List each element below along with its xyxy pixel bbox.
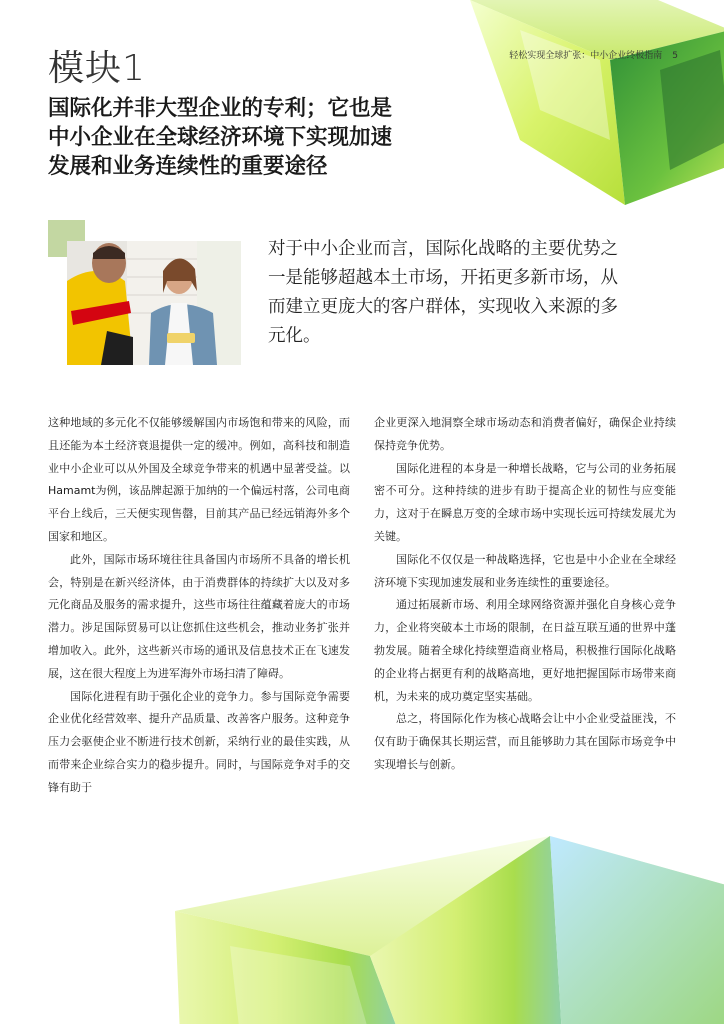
decorative-cube-bottom <box>170 826 724 1024</box>
body-paragraph: 国际化进程的本身是一种增长战略，它与公司的业务拓展密不可分。这种持续的进步有助于提高企业的韧性与应变能力，这对于在瞬息万变的全球市场中实现长远可持续发展尤为关键。 <box>374 461 676 543</box>
body-paragraph: 国际化进程有助于强化企业的竞争力。参与国际竞争需要企业优化经营效率、提升产品质量、改善客户服务。这种竞争压力会驱使企业不断进行技术创新，采纳行业的最佳实践，从而带来企业综合实力的稳步提升。同时，与国际竞争对手的交锋有助于 <box>48 689 350 794</box>
quote-line: 元化。 <box>268 326 321 346</box>
running-header <box>509 48 678 61</box>
body-paragraph: 此外，国际市场环境往往具备国内市场所不具备的增长机会，特别是在新兴经济体，由于消费群体的持续扩大以及对多元化商品及服务的需求提升，这些市场往往蕴藏着庞大的市场潜力。涉足国际贸易可以让您抓住这些机会，推动业务扩张并增加收入。此外，这些新兴市场的通讯及信息技术正在飞速发展，这在很大程度上为进军海外市场扫清了障碍。 <box>48 552 350 680</box>
quote-line: 而建立更庞大的客户群体，实现收入来源的多 <box>268 297 618 317</box>
body-paragraph: 总之，将国际化作为核心战略会让中小企业受益匪浅，不仅有助于确保其长期运营，而且能够助力其在国际市场竞争中实现增长与创新。 <box>374 712 676 771</box>
headline-line: 国际化并非大型企业的专利；它也是 <box>48 96 393 121</box>
headline-line: 发展和业务连续性的重要途径 <box>48 154 328 179</box>
quote-line: 对于中小企业而言，国际化战略的主要优势之 <box>268 239 618 259</box>
courier-customer-photo <box>67 241 241 365</box>
body-column-left <box>48 412 350 800</box>
quote-line: 一是能够超越本土市场，开拓更多新市场，从 <box>268 268 618 288</box>
body-paragraph: 企业更深入地洞察全球市场动态和消费者偏好，确保企业持续保持竞争优势。 <box>374 416 676 452</box>
headline <box>48 94 428 181</box>
headline-line: 中小企业在全球经济环境下实现加速 <box>48 125 393 150</box>
pull-quote <box>268 235 658 351</box>
body-paragraph: 国际化不仅仅是一种战略选择，它也是中小企业在全球经济环境下实现加速发展和业务连续性的重要途径。 <box>374 552 676 589</box>
body-paragraph: 通过拓展新市场、利用全球网络资源并强化自身核心竞争力，企业将突破本土市场的限制，在日益互联互通的世界中蓬勃发展。随着全球化持续塑造商业格局，积极推行国际化战略的企业将占据更有利的战略高地，更好地把握国际市场带来商机，为未来的成功奠定坚实基础。 <box>374 598 676 703</box>
body-column-right <box>374 412 676 777</box>
module-title: 模块1 <box>48 48 146 89</box>
body-paragraph: 这种地域的多元化不仅能够缓解国内市场饱和带来的风险，而且还能为本土经济衰退提供一定的缓冲。例如，高科技和制造业中小企业可以从外国及全球竞争带来的机遇中显著受益。以Hamamt为例，该品牌起源于加纳的一个偏远村落，公司电商平台上线后，三天便实现售罄，目前其产品已经远销海外多个国家和地区。 <box>48 416 350 543</box>
document-title: 轻松实现全球扩张：中小企业终极指南 <box>509 51 663 61</box>
decorative-cube-top <box>460 0 724 210</box>
page-number: 5 <box>672 51 678 61</box>
